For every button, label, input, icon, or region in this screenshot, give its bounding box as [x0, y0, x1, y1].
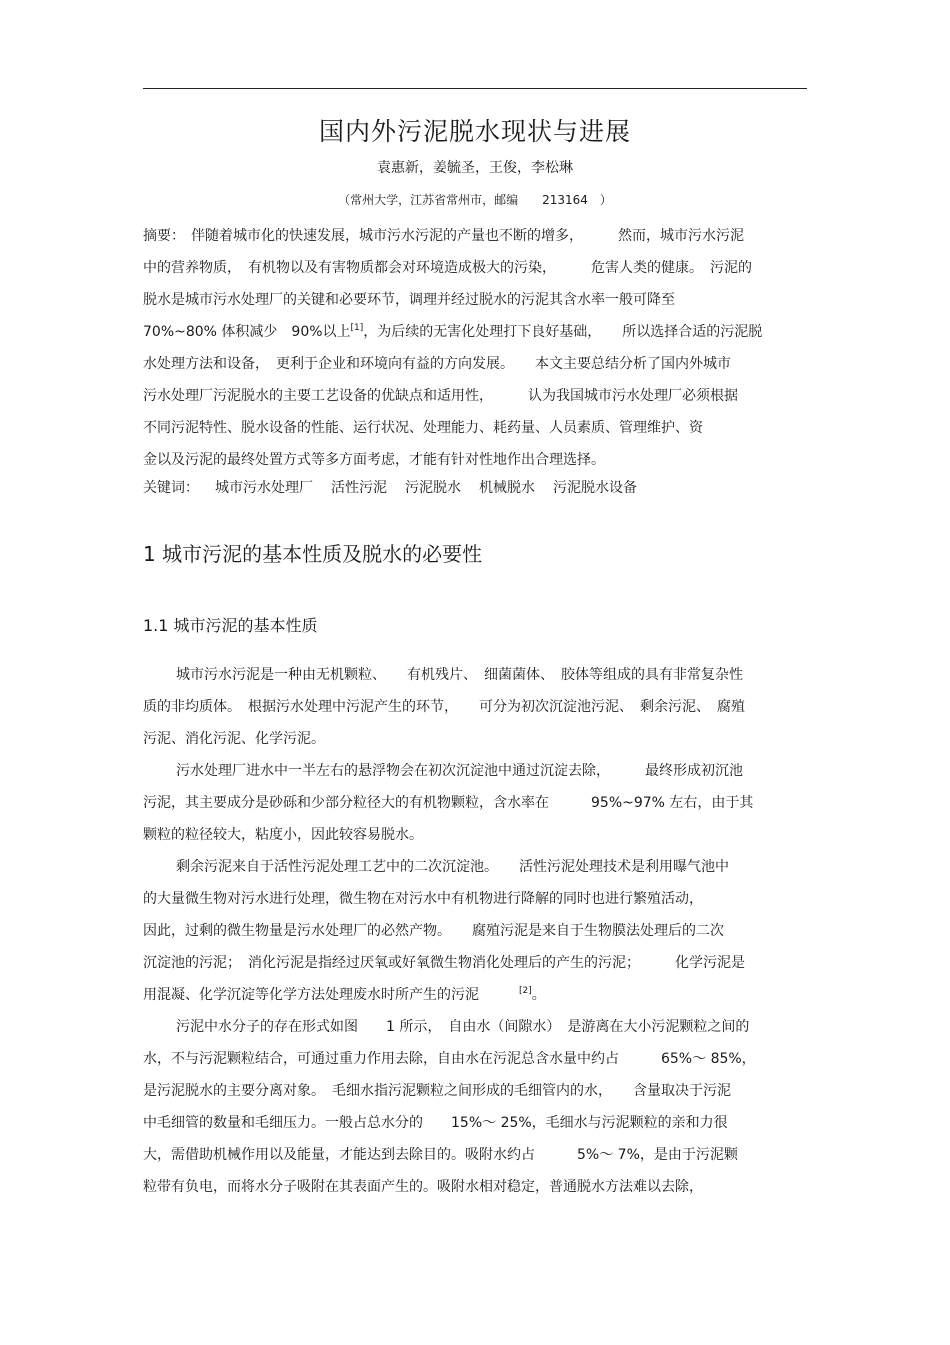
- body-line: 剩余污泥来自于活性污泥处理工艺中的二次沉淀池。 活性污泥处理技术是利用曝气池中: [176, 859, 729, 875]
- citation-2[interactable]: [2]: [519, 986, 532, 996]
- paper-title: 国内外污泥脱水现状与进展: [318, 117, 631, 146]
- keyword: 活性污泥: [331, 480, 387, 496]
- body-line: 大，需借助机械作用以及能量，才能达到去除目的。吸附水约占 5%～ 7%，是由于污泥颗: [143, 1147, 738, 1163]
- body-line: 污水处理厂进水中一半左右的悬浮物会在初次沉淀池中通过沉淀去除， 最终形成初沉池: [176, 763, 743, 779]
- body-line: 因此，过剩的微生物量是污水处理厂的必然产物。 腐殖污泥是来自于生物膜法处理后的二次: [143, 923, 724, 939]
- body-line: 中毛细管的数量和毛细压力。一般占总水分的 15%～ 25%，毛细水与污泥颗粒的亲和力很: [143, 1115, 728, 1131]
- body-line: 的大量微生物对污水进行处理，微生物在对污水中有机物进行降解的同时也进行繁殖活动，: [143, 891, 703, 907]
- header-rule: [143, 88, 807, 89]
- body-line: 污泥、消化污泥、化学污泥。: [143, 731, 325, 747]
- abstract-label: 摘要：: [143, 228, 185, 244]
- section-heading-1-1: 1.1 城市污泥的基本性质: [143, 616, 318, 635]
- citation-1[interactable]: [1]: [350, 323, 364, 333]
- body-line: 质的非均质体。 根据污水处理中污泥产生的环节， 可分为初次沉淀池污泥、 剩余污泥、 腐殖: [143, 699, 745, 715]
- paper-affiliation: （常州大学，江苏省常州市，邮编 213164 ）: [338, 193, 612, 207]
- abstract-line: 不同污泥特性、脱水设备的性能、运行状况、处理能力、耗药量、人员素质、管理维护、资: [143, 420, 703, 436]
- body-line: 颗粒的粒径较大，粘度小，因此较容易脱水。: [143, 827, 423, 843]
- section-heading-1: 1 城市污泥的基本性质及脱水的必要性: [143, 542, 483, 566]
- abstract-line: 中的营养物质， 有机物以及有害物质都会对环境造成极大的污染， 危害人类的健康。 污泥的: [143, 260, 752, 276]
- keyword: 污泥脱水: [405, 480, 461, 496]
- body-line: 污泥中水分子的存在形式如图 1 所示， 自由水（间隙水） 是游离在大小污泥颗粒之间的: [176, 1019, 750, 1035]
- keywords-label: 关键词：: [143, 480, 199, 496]
- abstract-line: 摘要： 伴随着城市化的快速发展，城市污水污泥的产量也不断的增多， 然而，城市污水污泥: [143, 228, 744, 244]
- abstract: [143, 220, 803, 476]
- body-line: 粒带有负电，而将水分子吸附在其表面产生的。吸附水相对稳定，普通脱水方法难以去除，: [143, 1179, 703, 1195]
- keyword: 机械脱水: [479, 480, 535, 496]
- abstract-line: 水处理方法和设备， 更利于企业和环境向有益的方向发展。 本文主要总结分析了国内外城市: [143, 356, 731, 372]
- keywords: [143, 473, 803, 503]
- abstract-line: 金以及污泥的最终处置方式等多方面考虑，才能有针对性地作出合理选择。: [143, 452, 605, 468]
- body-line: 水，不与污泥颗粒结合，可通过重力作用去除，自由水在污泥总含水量中约占 65%～ 85%，: [143, 1051, 756, 1067]
- keyword: 污泥脱水设备: [553, 480, 637, 496]
- paper-authors: 袁惠新，姜毓圣，王俊，李松琳: [377, 160, 573, 176]
- keyword: 城市污水处理厂: [215, 480, 313, 496]
- abstract-line: 70%~80% 体积减少 90%以上[1]，为后续的无害化处理打下良好基础， 所以选择合适的污泥脱: [143, 323, 763, 340]
- body-line: 城市污水污泥是一种由无机颗粒、 有机残片、 细菌菌体、 胶体等组成的具有非常复杂性: [176, 667, 743, 683]
- body-line: 用混凝、化学沉淀等化学方法处理废水时所产生的污泥 [2]。: [143, 986, 546, 1003]
- body-text: [143, 659, 807, 1203]
- abstract-line: 污水处理厂污泥脱水的主要工艺设备的优缺点和适用性， 认为我国城市污水处理厂必须根据: [143, 388, 738, 404]
- body-line: 污泥，其主要成分是砂砾和少部分粒径大的有机物颗粒，含水率在 95%~97% 左右，由于其: [143, 795, 754, 811]
- body-line: 是污泥脱水的主要分离对象。 毛细水指污泥颗粒之间形成的毛细管内的水， 含量取决于污泥: [143, 1083, 731, 1099]
- body-line: 沉淀池的污泥； 消化污泥是指经过厌氧或好氧微生物消化处理后的产生的污泥； 化学污泥是: [143, 955, 745, 971]
- abstract-line: 脱水是城市污水处理厂的关键和必要环节，调理并经过脱水的污泥其含水率一般可降至: [143, 292, 675, 308]
